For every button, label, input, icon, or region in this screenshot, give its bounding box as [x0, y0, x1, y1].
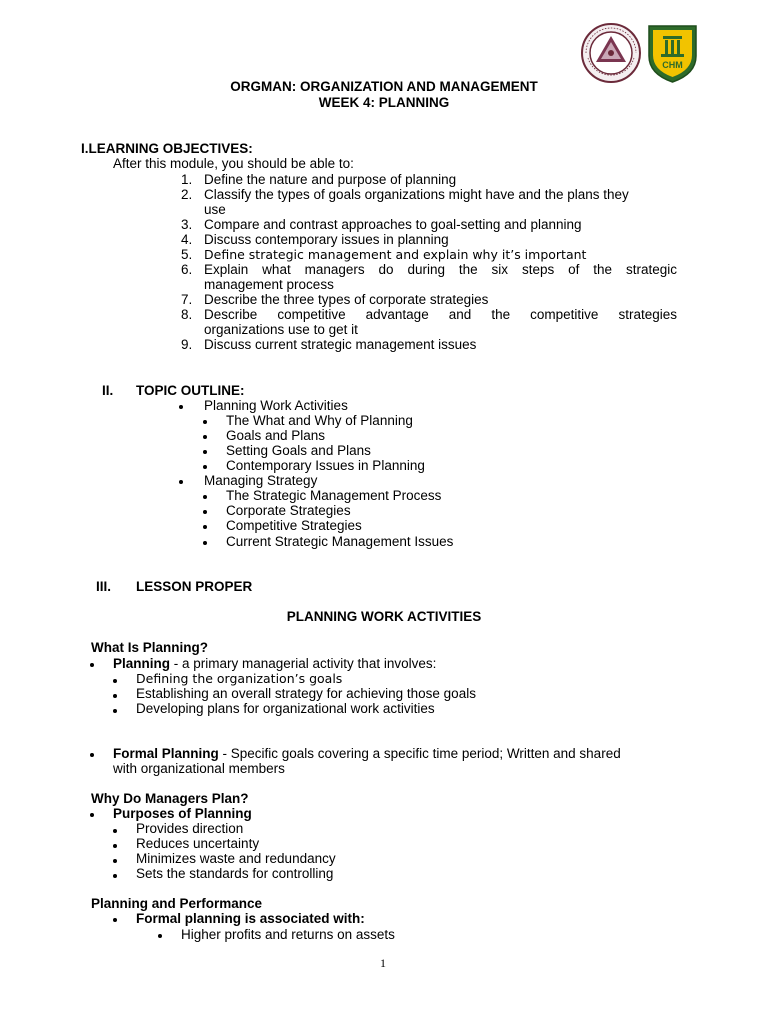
objectives-heading: I.LEARNING OBJECTIVES: [81, 141, 253, 156]
formal-planning-associated-term: Formal planning is associated with: [136, 911, 365, 926]
purpose-item: Provides direction [136, 821, 244, 836]
document-subtitle: WEEK 4: PLANNING [318, 95, 450, 110]
objective-number: 3. [181, 217, 193, 232]
bullet-icon [113, 709, 117, 713]
objective-text: Explain what managers do during the six steps of the strategic [204, 262, 677, 277]
section-title: PLANNING WORK ACTIVITIES [286, 609, 482, 624]
objective-text: Discuss contemporary issues in planning [204, 232, 449, 247]
objective-text: Classify the types of goals organizations might have and the plans they [204, 187, 629, 202]
bullet-icon [113, 874, 117, 878]
outline-subtopic: Competitive Strategies [226, 518, 362, 533]
bullet-icon [113, 918, 117, 922]
outline-number: II. [102, 383, 114, 398]
objective-text-continued: organizations use to get it [204, 322, 358, 337]
objective-text: Describe competitive advantage and the competitive strategies [204, 307, 677, 322]
objective-text-continued: use [204, 202, 226, 217]
purposes-term: Purposes of Planning [113, 806, 252, 821]
bullet-icon [113, 829, 117, 833]
planning-definition [113, 656, 436, 671]
bullet-icon [203, 465, 207, 469]
objectives-intro: After this module, you should be able to: [113, 156, 354, 171]
bullet-icon [113, 859, 117, 863]
purpose-item: Minimizes waste and redundancy [136, 851, 336, 866]
why-plan-heading: Why Do Managers Plan? [91, 791, 249, 806]
objective-text: Define strategic management and explain why it’s important [204, 247, 587, 262]
purpose-item: Sets the standards for controlling [136, 866, 334, 881]
outline-subtopic: Corporate Strategies [226, 503, 351, 518]
objective-number: 7. [181, 292, 193, 307]
outline-subtopic: Current Strategic Management Issues [226, 534, 454, 549]
chm-logo-text: CHM [662, 60, 683, 70]
bullet-icon [90, 663, 94, 667]
objective-number: 2. [181, 187, 193, 202]
objective-number: 4. [181, 232, 193, 247]
outline-subtopic: Contemporary Issues in Planning [226, 458, 425, 473]
objective-number: 8. [181, 307, 193, 322]
bullet-icon [179, 480, 183, 484]
systems-plus-college-logo [580, 22, 642, 84]
formal-planning-term: Formal Planning [113, 746, 219, 761]
bullet-icon [90, 753, 94, 757]
planning-subpoint: Establishing an overall strategy for achieving those goals [136, 686, 476, 701]
bullet-icon [203, 420, 207, 424]
lesson-number: III. [96, 579, 112, 594]
what-is-planning-heading: What Is Planning? [91, 640, 208, 655]
objective-number: 1. [181, 172, 193, 187]
bullet-icon [158, 934, 162, 938]
lesson-heading: LESSON PROPER [136, 579, 253, 594]
objective-text: Discuss current strategic management issues [204, 337, 477, 352]
outline-heading: TOPIC OUTLINE: [136, 383, 245, 398]
document-title: ORGMAN: ORGANIZATION AND MANAGEMENT [230, 79, 538, 94]
bullet-icon [113, 694, 117, 698]
bullet-icon [179, 405, 183, 409]
bullet-icon [203, 525, 207, 529]
planning-subpoint: Defining the organization’s goals [136, 671, 343, 686]
outline-topic: Managing Strategy [204, 473, 318, 488]
bullet-icon [203, 450, 207, 454]
objective-text-continued: management process [204, 277, 334, 292]
planning-term: Planning [113, 656, 170, 671]
formal-planning-definition-text: - Specific goals covering a specific time period; Written and shared [218, 746, 621, 761]
bullet-icon [203, 435, 207, 439]
objective-text: Compare and contrast approaches to goal-setting and planning [204, 217, 582, 232]
planning-subpoint: Developing plans for organizational work activities [136, 701, 435, 716]
objective-number: 9. [181, 337, 193, 352]
objective-text: Describe the three types of corporate strategies [204, 292, 489, 307]
bullet-icon [113, 844, 117, 848]
planning-definition-text: - a primary managerial activity that involves: [170, 656, 437, 671]
formal-planning-definition-continued: with organizational members [113, 761, 285, 776]
formal-planning-definition [113, 746, 621, 761]
page-number: 1 [380, 956, 386, 970]
objective-number: 6. [181, 262, 193, 277]
chm-logo [645, 22, 700, 84]
outline-subtopic: The Strategic Management Process [226, 488, 442, 503]
objective-text: Define the nature and purpose of planning [204, 172, 457, 187]
objective-number: 5. [181, 247, 193, 262]
purpose-item: Reduces uncertainty [136, 836, 260, 851]
outline-subtopic: The What and Why of Planning [226, 413, 413, 428]
bullet-icon [113, 679, 117, 683]
performance-heading: Planning and Performance [91, 896, 263, 911]
outline-subtopic: Setting Goals and Plans [226, 443, 371, 458]
outline-subtopic: Goals and Plans [226, 428, 326, 443]
bullet-icon [203, 541, 207, 545]
bullet-icon [203, 495, 207, 499]
bullet-icon [90, 813, 94, 817]
performance-item: Higher profits and returns on assets [181, 927, 395, 942]
outline-topic: Planning Work Activities [204, 398, 348, 413]
bullet-icon [203, 510, 207, 514]
